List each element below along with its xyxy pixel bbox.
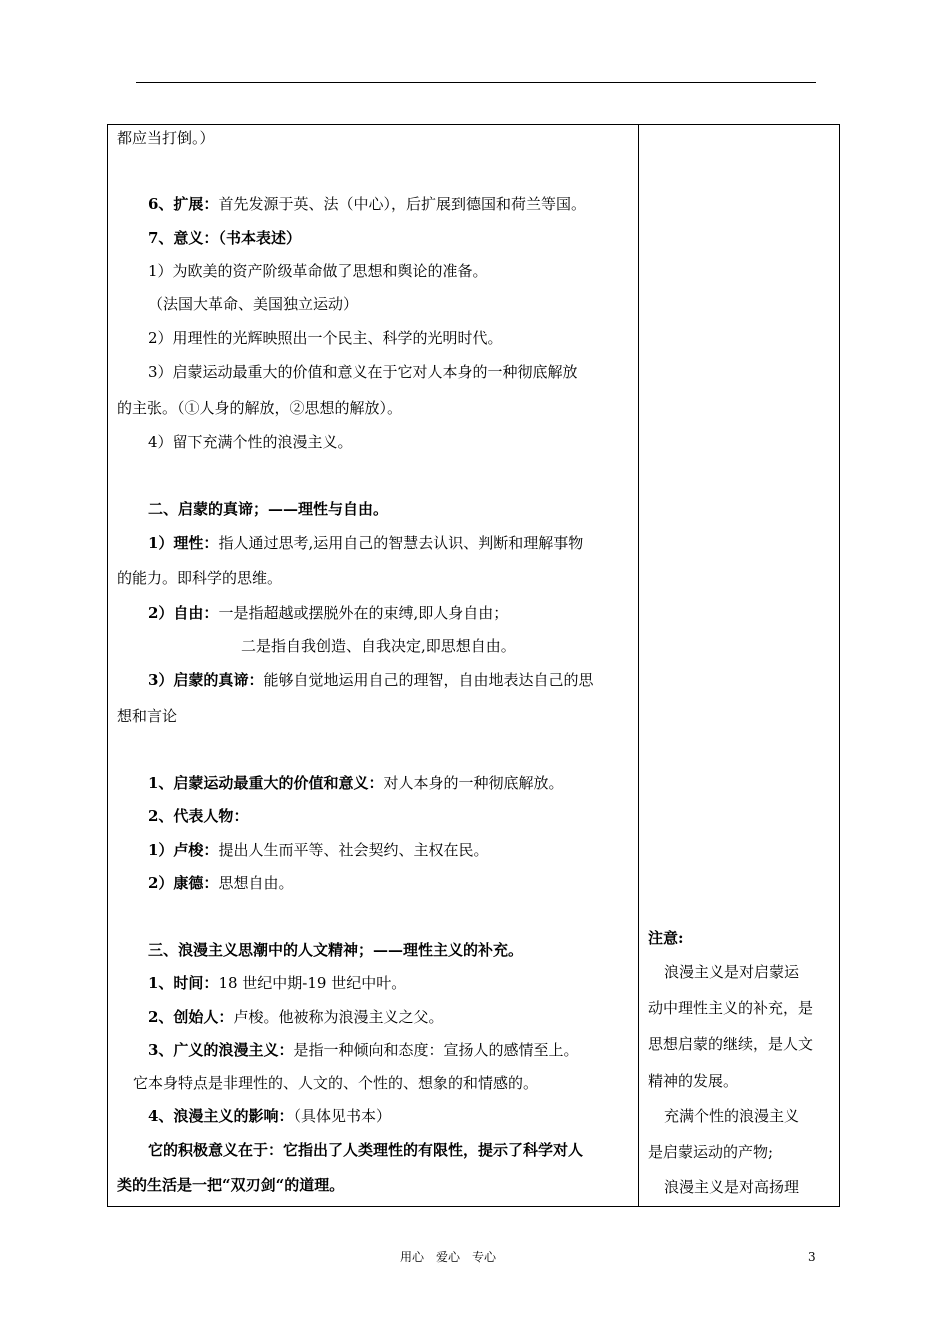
line-heading: 1、启蒙运动最重大的价值和意义：: [148, 774, 384, 792]
text-line: 二是指自我创造、自我决定,即思想自由。: [241, 637, 516, 655]
text-line: 7、意义：（书本表述）: [148, 229, 301, 247]
line-text: 一是指超越或摆脱外在的束缚,即人身自由；: [218, 604, 509, 622]
line-heading: 4、浪漫主义的影响：: [148, 1107, 294, 1125]
line-heading: 2、创始人：: [148, 1008, 234, 1026]
text-line: [148, 533, 583, 553]
column-divider: [638, 124, 639, 1207]
line-heading: 3）启蒙的真谛：: [148, 671, 264, 689]
footer-motto: 用心 爱心 专心: [400, 1250, 497, 1264]
line-text: 能够自觉地运用自己的理智，自由地表达自己的思: [263, 671, 594, 689]
line-text: 卢梭。他被称为浪漫主义之父。: [233, 1008, 444, 1026]
text-line: [148, 773, 563, 793]
text-line: [148, 670, 593, 690]
text-line: 的主张。（①人身的解放，②思想的解放）。: [117, 399, 403, 417]
line-heading: 2）自由：: [148, 604, 219, 622]
line-text: 提出人生而平等、社会契约、主权在民。: [218, 841, 489, 859]
note-line: 是启蒙运动的产物;: [648, 1143, 774, 1161]
line-heading: 1）理性：: [148, 534, 219, 552]
line-text: 思想自由。: [218, 874, 294, 892]
text-line: 1）为欧美的资产阶级革命做了思想和舆论的准备。: [148, 262, 488, 280]
page-number: 3: [808, 1250, 816, 1264]
text-line: [148, 1007, 443, 1027]
section-heading: 三、浪漫主义思潮中的人文精神；——理性主义的补充。: [148, 941, 524, 959]
line-heading: 1、时间：: [148, 974, 219, 992]
text-line: 2）用理性的光辉映照出一个民主、科学的光明时代。: [148, 329, 503, 347]
line-text: 对人本身的一种彻底解放。: [383, 774, 564, 792]
text-line: 4）留下充满个性的浪漫主义。: [148, 433, 353, 451]
text-line: [148, 873, 293, 893]
text-line: [148, 1040, 578, 1060]
line-heading: 2）康德：: [148, 874, 219, 892]
header-rule: [136, 82, 816, 83]
text-line: 2、代表人物：: [148, 807, 249, 825]
line-text: 首先发源于英、法（中心），后扩展到德国和荷兰等国。: [218, 195, 586, 213]
text-line: （法国大革命、美国独立运动）: [148, 295, 359, 313]
note-line: 思想启蒙的继续，是人文: [648, 1035, 814, 1053]
note-line: 充满个性的浪漫主义: [664, 1107, 800, 1125]
text-line: 的能力。即科学的思维。: [117, 569, 283, 587]
line-text: 18 世纪中期-19 世纪中叶。: [218, 974, 407, 992]
note-line: 精神的发展。: [648, 1072, 739, 1090]
line-heading: 3、广义的浪漫主义：: [148, 1041, 294, 1059]
text-line: 3）启蒙运动最重大的价值和意义在于它对人本身的一种彻底解放: [148, 363, 578, 381]
line-text: 是指一种倾向和态度：宣扬人的感情至上。: [293, 1041, 579, 1059]
text-line: 它本身特点是非理性的、人文的、个性的、想象的和情感的。: [133, 1074, 539, 1092]
text-line: [148, 840, 488, 860]
note-line: 浪漫主义是对高扬理: [664, 1178, 800, 1196]
line-text: （具体见书本）: [293, 1107, 391, 1125]
line-text: 指人通过思考,运用自己的智慧去认识、判断和理解事物: [218, 534, 584, 552]
line-heading: 6、扩展：: [148, 195, 219, 213]
text-line: [148, 973, 406, 993]
note-line: 浪漫主义是对启蒙运: [664, 963, 800, 981]
text-line: 都应当打倒。）: [117, 129, 215, 147]
section-heading: 二、启蒙的真谛；——理性与自由。: [148, 500, 389, 518]
note-heading: 注意:: [648, 929, 684, 947]
text-line: 它的积极意义在于：它指出了人类理性的有限性，提示了科学对人: [148, 1141, 584, 1159]
note-line: 动中理性主义的补充，是: [648, 999, 814, 1017]
line-heading: 1）卢梭：: [148, 841, 219, 859]
text-line: [148, 603, 508, 623]
text-line: 类的生活是一把“双刃剑“的道理。: [117, 1176, 345, 1194]
text-line: [148, 194, 586, 214]
text-line: 想和言论: [117, 707, 178, 725]
text-line: [148, 1106, 391, 1126]
